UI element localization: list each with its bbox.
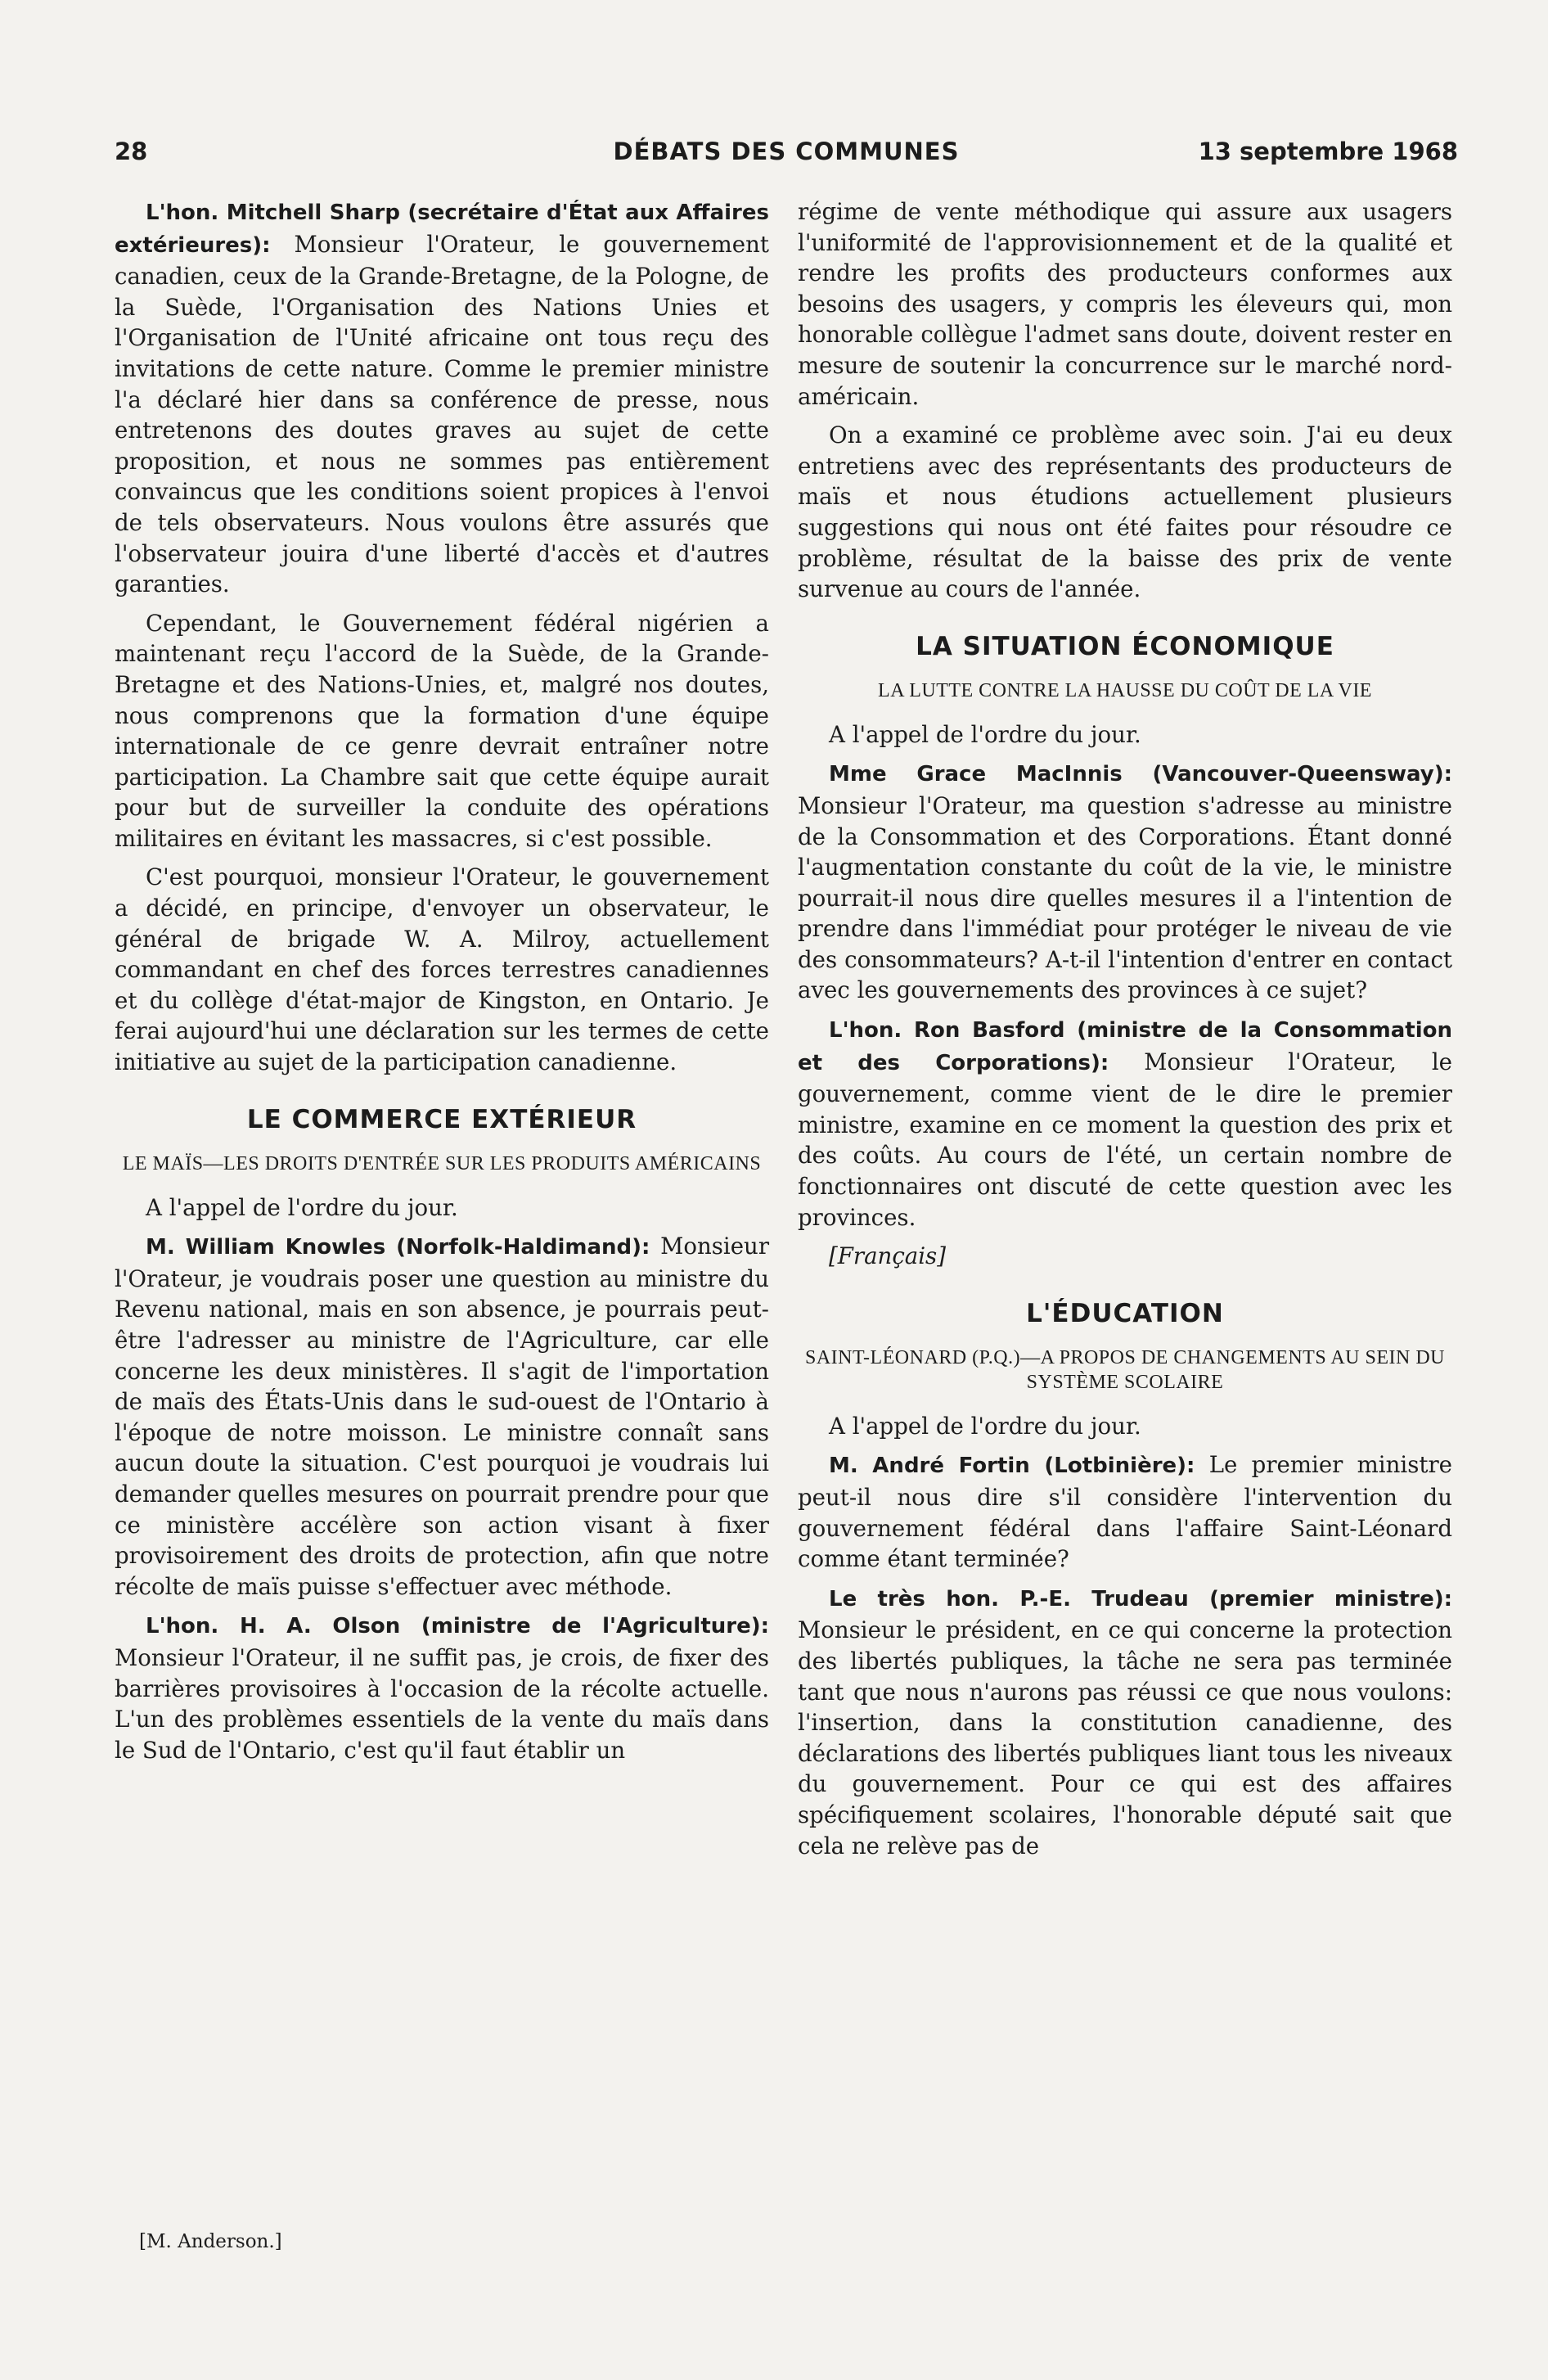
paragraph bbox=[798, 1449, 1452, 1574]
left-column bbox=[115, 196, 769, 1774]
paragraph bbox=[798, 420, 1452, 605]
right-column bbox=[798, 196, 1452, 1869]
paragraph bbox=[798, 1583, 1452, 1861]
page-number: 28 bbox=[115, 137, 148, 165]
speaker-name: M. William Knowles (Norfolk-Haldimand): bbox=[146, 1235, 650, 1260]
paragraph-text: C'est pourquoi, monsieur l'Orateur, le gouvernement a décidé, en principe, d'envoyer un observateur, le général de brigade W. A. Milroy, actuellement commandant en chef des forces terrestres canadiennes et du collège d'état-major de Kingston, en Ontario. Je ferai aujourd'hui une déclaration sur les termes de cette initiative au sujet de la participation canadienne. bbox=[115, 863, 769, 1076]
footnote: [M. Anderson.] bbox=[139, 2231, 282, 2252]
paragraph bbox=[115, 1192, 769, 1224]
paragraph-text: Le premier ministre peut-il nous dire s'il considère l'intervention du gouvernement fédéral dans l'affaire Saint-Léonard comme étant terminée? bbox=[798, 1451, 1452, 1573]
section-subheading: SAINT-LÉONARD (P.Q.)—A PROPOS DE CHANGEMENTS AU SEIN DU SYSTÈME SCOLAIRE bbox=[805, 1346, 1445, 1393]
paragraph bbox=[115, 1231, 769, 1602]
paragraph bbox=[798, 1014, 1452, 1233]
paragraph-text: Monsieur l'Orateur, ma question s'adresse au ministre de la Consommation et des Corporations. Étant donné l'augmentation constante du coût de la vie, le ministre pourrait-il nous dire quelles mesures il a l'intention de prendre dans l'immédiat pour protéger le niveau de vie des consommateurs? A-t-il l'intention d'entrer en contact avec les gouvernements des provinces à ce sujet? bbox=[798, 791, 1452, 1004]
section-heading: LA SITUATION ÉCONOMIQUE bbox=[916, 631, 1334, 661]
paragraph-text: Cependant, le Gouvernement fédéral nigérien a maintenant reçu l'accord de la Suède, de la Grande-Bretagne et des Nations-Unies, et, malgré nos doutes, nous comprenons que la formation d'une équipe internationale de ce genre devrait entraîner notre participation. La Chambre sait que cette équipe aurait pour but de surveiller la conduite des opérations militaires en évitant les massacres, si c'est possible. bbox=[115, 609, 769, 852]
paragraph bbox=[115, 862, 769, 1077]
paragraph bbox=[115, 608, 769, 854]
paragraph-text: Monsieur l'Orateur, je voudrais poser une question au ministre du Revenu national, mais en son absence, je pourrais peut-être l'adresser au ministre de l'Agriculture, car elle concerne les deux ministères. Il s'agit de l'importation de maïs des États-Unis dans le sud-ouest de l'Ontario à l'époque de notre moisson. Le ministre connaît sans aucun doute la situation. C'est pourquoi je voudrais lui demander quelles mesures on pourrait prendre pour que ce ministère accélère son action visant à fixer provisoirement des droits de protection, afin que notre récolte de maïs puisse s'effectuer avec méthode. bbox=[115, 1233, 770, 1600]
section-subheading: LE MAÏS—LES DROITS D'ENTRÉE SUR LES PRODUITS AMÉRICAINS bbox=[122, 1152, 762, 1174]
paragraph-text: On a examiné ce problème avec soin. J'ai eu deux entretiens avec des représentants des producteurs de maïs et nous étudions actuellement plusieurs suggestions qui nous ont été faites pour résoudre ce problème, résultat de la baisse des prix de vente survenue au cours de l'année. bbox=[798, 421, 1452, 603]
paragraph bbox=[115, 1610, 769, 1765]
section-heading: L'ÉDUCATION bbox=[1026, 1298, 1224, 1328]
speaker-name: Le très hon. P.-E. Trudeau (premier ministre): bbox=[829, 1586, 1452, 1611]
speaker-name: L'hon. Mitchell Sharp (secrétaire d'État aux Affaires extérieures): bbox=[115, 201, 769, 258]
paragraph-text: A l'appel de l'ordre du jour. bbox=[146, 1193, 458, 1221]
speaker-name: L'hon. H. A. Olson (ministre de l'Agriculture): bbox=[146, 1614, 769, 1639]
speaker-name: M. André Fortin (Lotbinière): bbox=[829, 1454, 1195, 1479]
issue-date: 13 septembre 1968 bbox=[1198, 137, 1458, 165]
paragraph-text: Monsieur l'Orateur, le gouvernement canadien, ceux de la Grande-Bretagne, de la Pologne, de la Suède, l'Organisation des Nations Unies et l'Organisation de l'Unité africaine ont tous reçu des invitations de cette nature. Comme le premier ministre l'a déclaré hier dans sa conférence de presse, nous entretenons des doutes graves au sujet de cette proposition, et nous ne sommes pas entièrement convaincus que les conditions soient propices à l'envoi de tels observateurs. Nous voulons être assurés que l'observateur jouira d'une liberté d'accès et d'autres garanties. bbox=[115, 230, 769, 598]
paragraph-text: régime de vente méthodique qui assure aux usagers l'uniformité de l'approvisionnement et de la qualité et rendre les profits des producteurs conformes aux besoins des usagers, y compris les éleveurs qui, mon honorable collègue l'admet sans doute, doivent rester en mesure de soutenir la concurrence sur le marché nord-américain. bbox=[798, 198, 1452, 410]
paragraph bbox=[115, 196, 769, 600]
language-marker: [Français] bbox=[829, 1242, 946, 1270]
paragraph-text: A l'appel de l'ordre du jour. bbox=[829, 1412, 1141, 1440]
publication-title: DÉBATS DES COMMUNES bbox=[613, 137, 960, 165]
paragraph bbox=[798, 1411, 1452, 1442]
paragraph-text: Monsieur l'Orateur, il ne suffit pas, je crois, de fixer des barrières provisoires à l'occasion de la récolte actuelle. L'un des problèmes essentiels de la vente du maïs dans le Sud de l'Ontario, c'est qu'il faut établir un bbox=[115, 1643, 769, 1764]
paragraph bbox=[798, 196, 1452, 412]
section-heading: LE COMMERCE EXTÉRIEUR bbox=[246, 1104, 637, 1134]
speaker-name: L'hon. Ron Basford (ministre de la Consommation et des Corporations): bbox=[798, 1018, 1452, 1075]
paragraph bbox=[798, 719, 1452, 751]
section-subheading: LA LUTTE CONTRE LA HAUSSE DU COÛT DE LA VIE bbox=[878, 679, 1372, 701]
paragraph-text: A l'appel de l'ordre du jour. bbox=[829, 720, 1141, 748]
paragraph-text: Monsieur le président, en ce qui concerne la protection des libertés publiques, la tâche ne sera pas terminée tant que nous n'aurons pas réussi ce que nous voulons: l'insertion, dans la constitution canadienne, des déclarations des libertés publiques liant tous les niveaux du gouvernement. Pour ce qui est des affaires spécifiquement scolaires, l'honorable député sait que cela ne relève pas de bbox=[798, 1616, 1452, 1859]
page-header bbox=[115, 137, 1458, 174]
paragraph-text: Monsieur l'Orateur, le gouvernement, comme vient de le dire le premier ministre, examine en ce moment la question des prix et des coûts. Au cours de l'été, un certain nombre de fonctionnaires ont discuté de cette question avec les provinces. bbox=[798, 1048, 1452, 1231]
speaker-name: Mme Grace MacInnis (Vancouver-Queensway): bbox=[829, 762, 1452, 787]
paragraph bbox=[798, 758, 1452, 1006]
